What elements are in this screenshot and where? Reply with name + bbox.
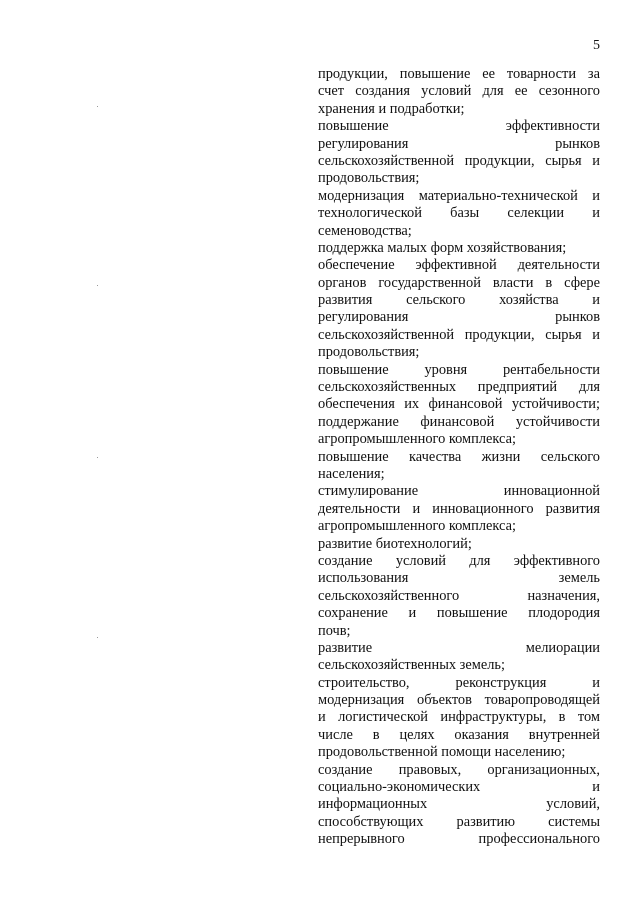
text-line: и логистической инфраструктуры, в том [318,709,600,726]
margin-mark [97,457,98,458]
text-line: агропромышленного комплекса; [318,431,516,448]
text-line: информационных условий, [318,796,600,813]
text-line: строительство, реконструкция и [318,674,600,691]
text-line: регулирования рынков [318,135,600,152]
text-line: населения; [318,465,385,482]
text-line: сельскохозяйственных земель; [318,657,505,674]
text-line: сельскохозяйственных предприятий для [318,379,600,396]
text-line: поддержание финансовой устойчивости [318,413,600,430]
text-line: социально-экономических и [318,779,600,796]
text-line: сельскохозяйственной продукции, сырья и [318,326,600,343]
text-line: сохранение и повышение плодородия [318,605,600,622]
margin-mark [97,637,98,638]
text-line: счет создания условий для ее сезонного [318,83,600,100]
text-line: развитие мелиорации [318,639,600,656]
text-line: создание правовых, организационных, [318,761,600,778]
text-line: повышение эффективности [318,118,600,135]
text-line: обеспечения их финансовой устойчивости; [318,396,600,413]
text-line: повышение качества жизни сельского [318,448,600,465]
text-line: числе в целях оказания внутренней [318,726,600,743]
text-line: сельскохозяйственного назначения, [318,587,600,604]
text-line: развития сельского хозяйства и [318,292,600,309]
text-line: повышение уровня рентабельности [318,361,600,378]
text-line: сельскохозяйственной продукции, сырья и [318,152,600,169]
text-line: продовольствия; [318,344,420,361]
text-line: модернизация материально-технической и [318,187,600,204]
body-text [318,66,600,849]
text-line: способствующих развитию системы [318,813,600,830]
margin-mark [97,285,98,286]
text-line: регулирования рынков [318,309,600,326]
text-line: стимулирование инновационной [318,483,600,500]
text-line: продовольствия; [318,170,420,187]
text-line: использования земель [318,570,600,587]
text-line: хранения и подработки; [318,100,465,117]
text-line: почв; [318,622,351,639]
text-line: непрерывного профессионального [318,831,600,848]
text-line: органов государственной власти в сфере [318,274,600,291]
text-line: семеноводства; [318,222,412,239]
text-line: создание условий для эффективного [318,552,600,569]
text-line: деятельности и инновационного развития [318,500,600,517]
margin-mark [97,106,98,107]
page-number: 5 [593,38,600,53]
text-line: продукции, повышение ее товарности за [318,66,600,82]
text-line: поддержка малых форм хозяйствования; [318,239,567,256]
text-line: продовольственной помощи населению; [318,744,566,761]
text-line: развитие биотехнологий; [318,535,472,552]
text-line: модернизация объектов товаропроводящей [318,692,600,709]
text-line: агропромышленного комплекса; [318,518,516,535]
text-line: обеспечение эффективной деятельности [318,257,600,274]
text-line: технологической базы селекции и [318,205,600,222]
